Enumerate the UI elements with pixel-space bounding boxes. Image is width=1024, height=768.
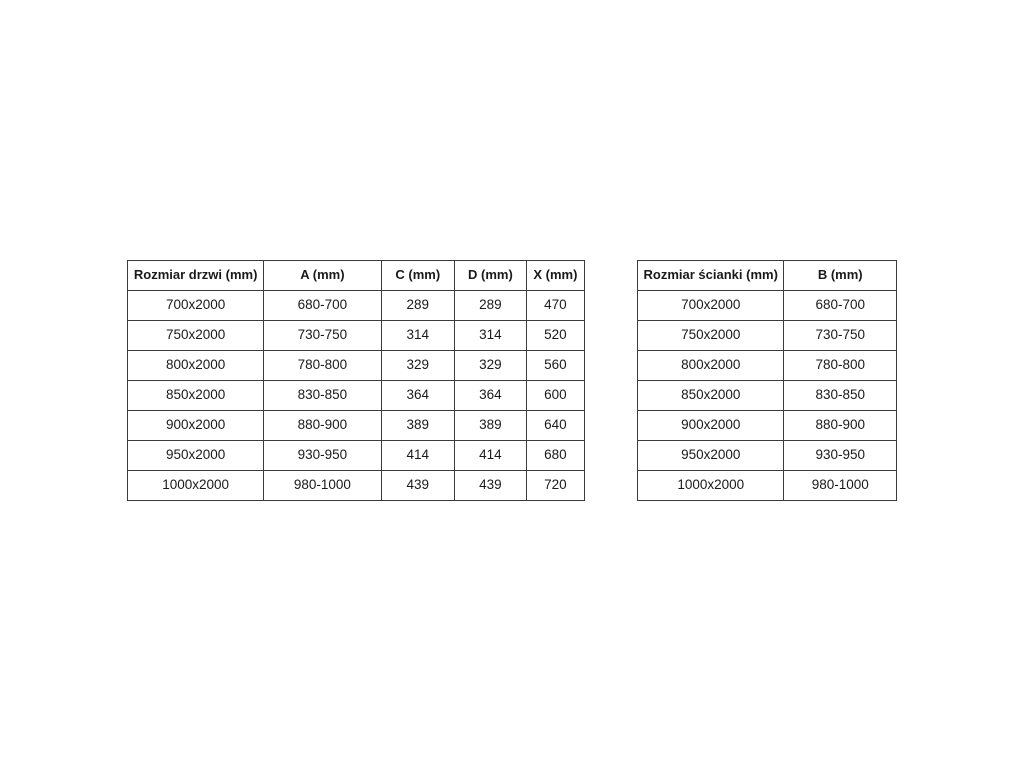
table-cell: 560 [526, 351, 584, 381]
table-cell: 750x2000 [638, 321, 784, 351]
table-row [128, 411, 585, 441]
table-row [128, 351, 585, 381]
table-cell: 439 [455, 471, 527, 501]
table-row [128, 321, 585, 351]
table-cell: 470 [526, 291, 584, 321]
table-row [128, 441, 585, 471]
table-cell: 850x2000 [128, 381, 264, 411]
column-header: C (mm) [381, 261, 455, 291]
table-cell: 414 [455, 441, 527, 471]
table-cell: 289 [455, 291, 527, 321]
table-cell: 680-700 [264, 291, 381, 321]
column-header: Rozmiar drzwi (mm) [128, 261, 264, 291]
table-row [638, 411, 897, 441]
table-cell: 520 [526, 321, 584, 351]
table-cell: 314 [381, 321, 455, 351]
table-row [128, 381, 585, 411]
table-cell: 850x2000 [638, 381, 784, 411]
table-cell: 389 [455, 411, 527, 441]
table-cell: 830-850 [784, 381, 897, 411]
table-row [638, 441, 897, 471]
door-sizes-table [127, 260, 585, 501]
table-cell: 640 [526, 411, 584, 441]
table-cell: 900x2000 [638, 411, 784, 441]
table-cell: 950x2000 [638, 441, 784, 471]
table-cell: 364 [381, 381, 455, 411]
table-row [638, 351, 897, 381]
table-cell: 980-1000 [784, 471, 897, 501]
table-cell: 800x2000 [128, 351, 264, 381]
column-header: A (mm) [264, 261, 381, 291]
table-cell: 314 [455, 321, 527, 351]
table-cell: 830-850 [264, 381, 381, 411]
table-row [128, 291, 585, 321]
table-row [128, 471, 585, 501]
table-cell: 329 [455, 351, 527, 381]
table-cell: 700x2000 [128, 291, 264, 321]
table-cell: 720 [526, 471, 584, 501]
table-cell: 439 [381, 471, 455, 501]
table-cell: 700x2000 [638, 291, 784, 321]
table-header-row [128, 261, 585, 291]
table-cell: 930-950 [784, 441, 897, 471]
table-cell: 930-950 [264, 441, 381, 471]
table-cell: 730-750 [784, 321, 897, 351]
table-row [638, 321, 897, 351]
table-cell: 600 [526, 381, 584, 411]
table-cell: 800x2000 [638, 351, 784, 381]
table-cell: 880-900 [264, 411, 381, 441]
table-cell: 780-800 [784, 351, 897, 381]
column-header: X (mm) [526, 261, 584, 291]
table-cell: 880-900 [784, 411, 897, 441]
table-cell: 289 [381, 291, 455, 321]
wall-sizes-table [637, 260, 897, 501]
table-cell: 329 [381, 351, 455, 381]
table-cell: 364 [455, 381, 527, 411]
table-cell: 414 [381, 441, 455, 471]
column-header: Rozmiar ścianki (mm) [638, 261, 784, 291]
table-cell: 680 [526, 441, 584, 471]
table-cell: 1000x2000 [638, 471, 784, 501]
table-cell: 389 [381, 411, 455, 441]
table-header-row [638, 261, 897, 291]
table-cell: 980-1000 [264, 471, 381, 501]
column-header: D (mm) [455, 261, 527, 291]
table-cell: 750x2000 [128, 321, 264, 351]
table-cell: 780-800 [264, 351, 381, 381]
column-header: B (mm) [784, 261, 897, 291]
table-cell: 730-750 [264, 321, 381, 351]
table-cell: 900x2000 [128, 411, 264, 441]
table-row [638, 291, 897, 321]
table-row [638, 471, 897, 501]
table-row [638, 381, 897, 411]
table-cell: 950x2000 [128, 441, 264, 471]
table-cell: 1000x2000 [128, 471, 264, 501]
table-cell: 680-700 [784, 291, 897, 321]
